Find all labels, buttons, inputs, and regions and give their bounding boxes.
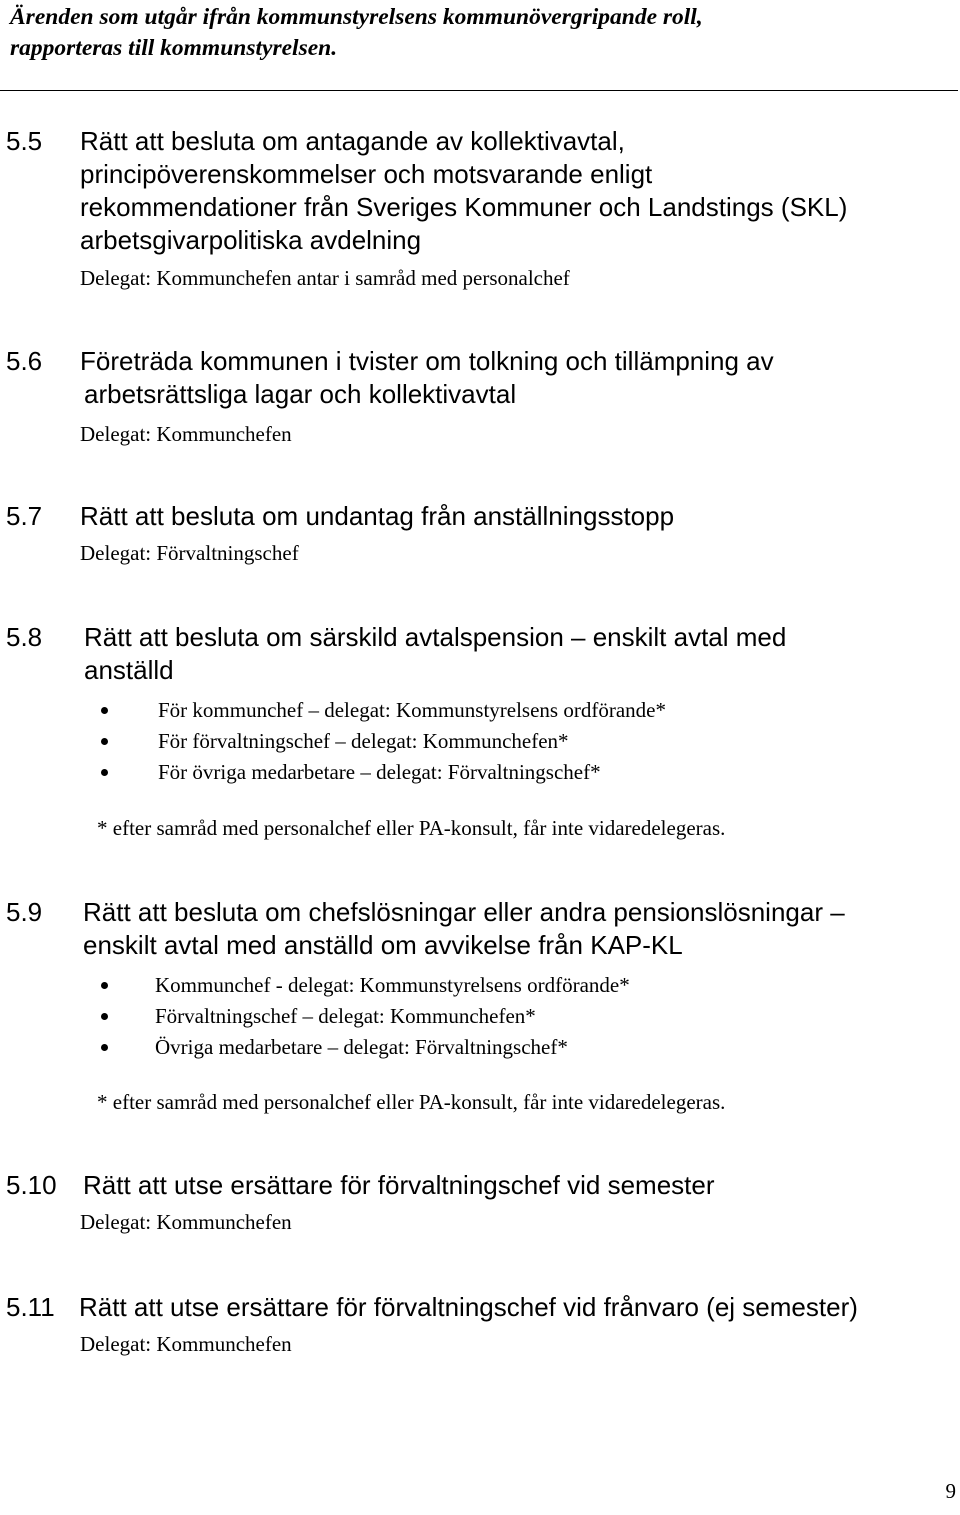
section-number: 5.11 [6, 1292, 55, 1322]
list-item [0, 757, 960, 787]
section-number: 5.7 [6, 501, 43, 531]
section-delegat: Delegat: Kommunchefen [80, 422, 292, 446]
section-delegat: Delegat: Förvaltningschef [80, 541, 299, 565]
section-title [80, 500, 950, 533]
section-number: 5.5 [6, 126, 43, 156]
list-item [0, 970, 960, 1000]
section-title-line: rekommendationer från Sveriges Kommuner och Landstings (SKL) [80, 192, 848, 222]
footnote: * efter samråd med personalchef eller PA-konsult, får inte vidaredelegeras. [97, 1090, 726, 1114]
section-title-line: enskilt avtal med anställd om avvikelse från KAP-KL [83, 930, 683, 960]
list-item [0, 695, 960, 725]
section-title-line: Rätt att utse ersättare för förvaltningschef vid frånvaro (ej semester) [79, 1292, 858, 1322]
section-delegat: Delegat: Kommunchefen [80, 1332, 292, 1356]
bullet-icon [101, 1044, 108, 1051]
list-item-text: För övriga medarbetare – delegat: Förvaltningschef* [158, 760, 601, 784]
section-number: 5.8 [6, 622, 43, 652]
bullet-icon [101, 769, 108, 776]
list-item-text: Övriga medarbetare – delegat: Förvaltningschef* [155, 1035, 568, 1059]
section-number: 5.10 [6, 1170, 57, 1200]
section-title [79, 1291, 949, 1324]
page-header [10, 2, 958, 64]
section-title-line: Rätt att besluta om antagande av kollektivavtal, [80, 126, 625, 156]
section-title-line: arbetsrättsliga lagar och kollektivavtal [84, 379, 517, 409]
list-item [0, 726, 960, 756]
section-number: 5.9 [6, 897, 43, 927]
list-item-text: För förvaltningschef – delegat: Kommunchefen* [158, 729, 569, 753]
bullet-icon [101, 707, 108, 714]
list-item-text: Kommunchef - delegat: Kommunstyrelsens ordförande* [155, 973, 630, 997]
list-item [0, 1032, 960, 1062]
header-divider [0, 90, 958, 91]
section-title-line: anställd [84, 655, 174, 685]
section-number: 5.6 [6, 346, 43, 376]
page-number: 9 [945, 1479, 956, 1503]
section-title-line: Rätt att besluta om särskild avtalspension – enskilt avtal med [84, 622, 787, 652]
list-item-text: Förvaltningschef – delegat: Kommunchefen* [155, 1004, 536, 1028]
section-title [83, 896, 953, 962]
section-title [83, 1169, 953, 1202]
header-line-2: rapporteras till kommunstyrelsen. [10, 35, 338, 61]
section-title-line: Rätt att utse ersättare för förvaltningschef vid semester [83, 1170, 715, 1200]
bullet-icon [101, 982, 108, 989]
section-delegat: Delegat: Kommunchefen antar i samråd med personalchef [80, 266, 570, 290]
section-title-line: Företräda kommunen i tvister om tolkning och tillämpning av [80, 346, 774, 376]
section-title [80, 345, 950, 411]
section-title [84, 621, 954, 687]
section-delegat: Delegat: Kommunchefen [80, 1210, 292, 1234]
bullet-icon [101, 738, 108, 745]
bullet-icon [101, 1013, 108, 1020]
section-title-line: Rätt att besluta om chefslösningar eller andra pensionslösningar – [83, 897, 845, 927]
section-title [80, 125, 950, 257]
section-title-line: principöverenskommelser och motsvarande enligt [80, 159, 653, 189]
section-title-line: Rätt att besluta om undantag från anställningsstopp [80, 501, 675, 531]
footnote: * efter samråd med personalchef eller PA-konsult, får inte vidaredelegeras. [97, 816, 726, 840]
section-title-line: arbetsgivarpolitiska avdelning [80, 225, 422, 255]
header-line-1: Ärenden som utgår ifrån kommunstyrelsens kommunövergripande roll, [10, 4, 703, 30]
list-item-text: För kommunchef – delegat: Kommunstyrelsens ordförande* [158, 698, 666, 722]
list-item [0, 1001, 960, 1031]
